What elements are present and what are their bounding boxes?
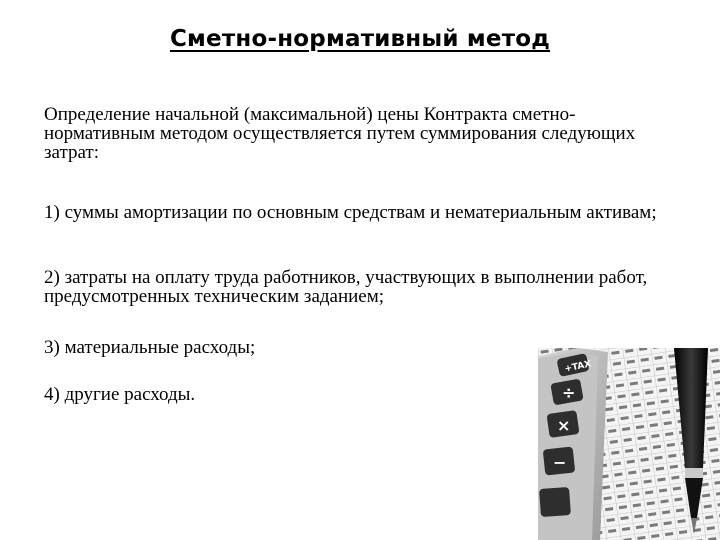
calculator-photo [538, 348, 720, 540]
list-item: 1) суммы амортизации по основным средствам и нематериальным активам; [44, 202, 657, 223]
list-item: 2) затраты на оплату труда работников, участвующих в выполнении работ, предусмотренных техническим заданием; [44, 267, 648, 307]
list-item: 4) другие расходы. [44, 384, 196, 405]
list-item: 3) материальные расходы; [44, 337, 256, 358]
intro-paragraph: Определение начальной (максимальной) цены Контракта сметно-нормативным методом осуществляется путем суммирования следующих затрат: [44, 104, 636, 163]
svg-text:+TAX: +TAX [563, 359, 593, 375]
calculator [538, 348, 608, 540]
svg-text:÷: ÷ [562, 383, 576, 402]
svg-text:−: − [553, 453, 567, 472]
svg-text:×: × [557, 416, 571, 435]
calculator-pen-illustration [538, 348, 720, 540]
slide-title: Сметно-нормативный метод [169, 26, 551, 52]
